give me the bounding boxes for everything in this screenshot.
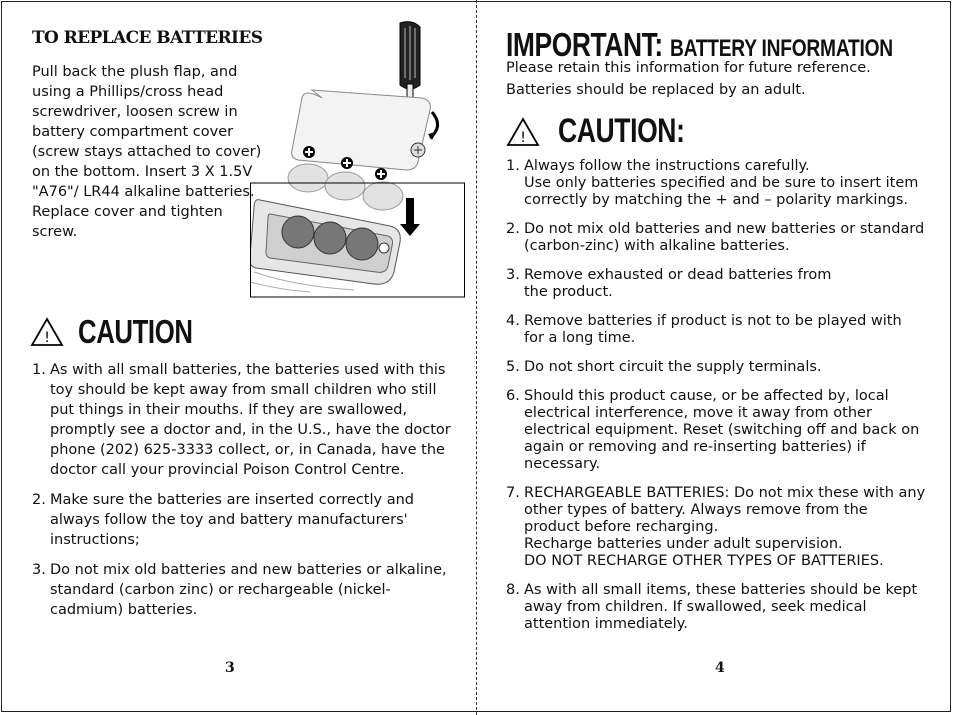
warning-triangle-icon: [506, 117, 540, 147]
item-number: 3.: [32, 562, 46, 578]
list-item: [506, 221, 926, 255]
battery-info-list: [506, 158, 926, 645]
item-number: 8.: [506, 582, 520, 598]
list-item: [506, 359, 926, 376]
list-item: [506, 313, 926, 347]
caution-heading: [506, 112, 720, 151]
page-number: 4: [715, 660, 725, 676]
caution-title: CAUTION:: [558, 112, 685, 150]
item-text: As with all small batteries, the batteries used with this toy should be kept away from small children who still put things in their mouths. If they are swallowed, promptly see a doctor and, in the U.S., have the doctor phone (202) 625-3333 collect, or, in Canada, have the doctor call your provincial Poison Control Centre.: [50, 362, 451, 478]
item-text: Always follow the instructions carefully.: [524, 158, 810, 174]
list-item: [506, 485, 926, 570]
item-number: 2.: [506, 221, 520, 237]
page-number: 3: [225, 660, 235, 676]
item-text: Do not mix old batteries and new batteries or standard (carbon-zinc) with alkaline batteries.: [524, 221, 925, 254]
item-text: Make sure the batteries are inserted correctly and always follow the toy and battery manufacturers' instructions;: [50, 492, 414, 548]
item-text: RECHARGEABLE BATTERIES: Do not mix these with any other types of battery. Always remove from the product before recharging.: [524, 485, 926, 535]
battery-compartment-icon: [250, 200, 400, 292]
item-number: 3.: [506, 267, 520, 283]
battery-cover-icon: [292, 90, 431, 170]
item-text: As with all small items, these batteries should be kept away from children. If swallowed, seek medical attention immediately.: [524, 582, 918, 632]
item-text: Do not short circuit the supply terminals.: [524, 359, 822, 375]
warning-mark: !: [520, 129, 526, 146]
list-item: [506, 267, 926, 301]
item-number: 5.: [506, 359, 520, 375]
replace-batteries-title: TO REPLACE BATTERIES: [32, 28, 263, 48]
important-label: IMPORTANT:: [506, 26, 663, 63]
down-arrow-icon: [400, 198, 420, 236]
list-item: [506, 582, 926, 633]
list-item: [506, 388, 926, 473]
item-text: Do not mix old batteries and new batteries or alkaline, standard (carbon zinc) or rechargeable (nickel-cadmium) batteries.: [50, 562, 447, 618]
item-text-continued: the product.: [524, 284, 613, 300]
item-text: Remove batteries if product is not to be played with for a long time.: [524, 313, 902, 346]
list-item: [32, 360, 452, 480]
item-number: 1.: [506, 158, 520, 174]
caution-heading: [30, 313, 225, 351]
item-number: 7.: [506, 485, 520, 501]
adult-replace-text: Batteries should be replaced by an adult.: [506, 82, 806, 98]
item-text-continued: Use only batteries specified and be sure to insert item correctly by matching the + and – polarity markings.: [524, 175, 919, 208]
page-3: [0, 0, 476, 715]
battery-compartment-illustration: [250, 20, 465, 298]
list-item: [32, 560, 452, 620]
item-number: 6.: [506, 388, 520, 404]
warning-mark: !: [44, 330, 50, 346]
warning-triangle-icon: [30, 317, 64, 347]
item-text: Should this product cause, or be affected by, local electrical interference, move it away from other electrical equipment. Reset (switching off and back on again or removing and re-inserting batteries) if necessary.: [524, 388, 920, 472]
battery-information-label: BATTERY INFORMATION: [669, 35, 893, 62]
page-4: [477, 0, 953, 715]
caution-list: [32, 360, 452, 630]
item-number: 4.: [506, 313, 520, 329]
list-item: [32, 490, 452, 550]
item-text-continued: Recharge batteries under adult supervision.: [524, 536, 843, 552]
list-item: [506, 158, 926, 209]
item-number: 1.: [32, 362, 46, 378]
item-text-continued: DO NOT RECHARGE OTHER TYPES OF BATTERIES.: [524, 553, 884, 569]
caution-title: CAUTION: [78, 313, 193, 350]
replace-batteries-instructions: Pull back the plush flap, and using a Phillips/cross head screwdriver, loosen screw in battery compartment cover (screw stays attached to cover) on the bottom. Insert 3 X 1.5V "A76"/ LR44 alkaline batteries. Replace cover and tighten screw.: [32, 64, 262, 240]
item-text: Remove exhausted or dead batteries from: [524, 267, 832, 283]
item-number: 2.: [32, 492, 46, 508]
retain-info-text: Please retain this information for future reference.: [506, 60, 871, 76]
